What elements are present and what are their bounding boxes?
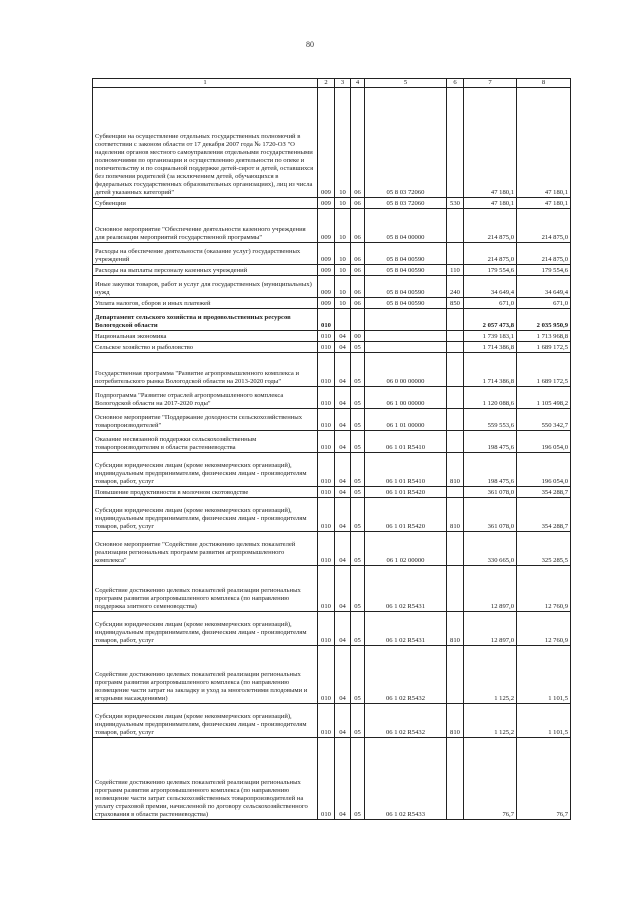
table-row [93, 209, 571, 243]
row-amount-year-2: 34 649,4 [517, 276, 571, 298]
row-expense-type [447, 738, 464, 820]
row-name: Субвенции на осуществление отдельных государственных полномочий в соответствии с законом области от 17 декабря 2007 года № 1720-ОЗ "О наделении органов местного самоуправления отдельными государственными полномочиями по организации и осуществлению деятельности по опеке и попечительству и по социальной поддержке детей-сирот и детей, оставшихся без попечения родителей (за исключением детей, обучающихся в федеральных государственных образовательных организациях), лиц из числа детей указанных категорий" [93, 88, 318, 198]
row-grbs: 010 [318, 309, 335, 331]
budget-table [92, 78, 571, 820]
row-section: 04 [335, 387, 351, 409]
row-target-article: 06 1 02 00000 [365, 532, 447, 566]
row-subsection: 05 [351, 387, 365, 409]
row-section: 10 [335, 198, 351, 209]
row-section: 10 [335, 265, 351, 276]
row-expense-type [447, 387, 464, 409]
row-section: 04 [335, 431, 351, 453]
row-expense-type [447, 342, 464, 353]
table-row [93, 353, 571, 387]
row-grbs: 010 [318, 487, 335, 498]
row-target-article [365, 309, 447, 331]
row-name: Основное мероприятие "Содействие достижению целевых показателей реализации региональных программ развития агропромышленного комплекса" [93, 532, 318, 566]
row-amount-year-2: 1 689 172,5 [517, 342, 571, 353]
row-expense-type: 110 [447, 265, 464, 276]
row-section: 04 [335, 532, 351, 566]
table-row [93, 331, 571, 342]
row-section: 10 [335, 88, 351, 198]
row-subsection: 06 [351, 198, 365, 209]
row-expense-type: 810 [447, 498, 464, 532]
row-grbs: 010 [318, 353, 335, 387]
table-row [93, 298, 571, 309]
row-amount-year-1: 198 475,6 [464, 431, 517, 453]
table-row [93, 738, 571, 820]
row-expense-type [447, 409, 464, 431]
row-target-article: 06 1 01 00000 [365, 409, 447, 431]
row-amount-year-1: 1 714 386,8 [464, 342, 517, 353]
row-grbs: 010 [318, 409, 335, 431]
row-name: Содействие достижению целевых показателей реализации региональных программ развития агропромышленного комплекса (по направлению возмещение части затрат сельскохозяйственных товаропроизводителей на уплату страховой премии, начисленной по договору сельскохозяйственного страхования в области растениеводства) [93, 738, 318, 820]
row-name: Субсидии юридическим лицам (кроме некоммерческих организаций), индивидуальным предпринимателям, физическим лицам - производителям товаров, работ, услуг [93, 704, 318, 738]
row-subsection: 06 [351, 88, 365, 198]
row-name: Субвенции [93, 198, 318, 209]
row-target-article: 06 1 02 R5433 [365, 738, 447, 820]
row-name: Субсидии юридическим лицам (кроме некоммерческих организаций), индивидуальным предпринимателям, физическим лицам - производителям товаров, работ, услуг [93, 498, 318, 532]
row-amount-year-2: 214 875,0 [517, 243, 571, 265]
header-col-7: 7 [464, 79, 517, 88]
header-col-5: 5 [365, 79, 447, 88]
row-grbs: 010 [318, 532, 335, 566]
row-subsection: 05 [351, 487, 365, 498]
table-row [93, 276, 571, 298]
row-expense-type [447, 88, 464, 198]
row-expense-type: 810 [447, 612, 464, 646]
row-subsection: 05 [351, 704, 365, 738]
row-section: 04 [335, 704, 351, 738]
row-amount-year-1: 198 475,6 [464, 453, 517, 487]
row-amount-year-1: 179 554,6 [464, 265, 517, 276]
row-expense-type [447, 353, 464, 387]
row-name: Департамент сельского хозяйства и продовольственных ресурсов Вологодской области [93, 309, 318, 331]
row-amount-year-1: 1 125,2 [464, 646, 517, 704]
row-target-article: 05 8 04 00000 [365, 209, 447, 243]
row-target-article: 05 8 03 72060 [365, 198, 447, 209]
row-amount-year-1: 12 897,0 [464, 566, 517, 612]
row-target-article: 06 1 02 R5431 [365, 612, 447, 646]
row-grbs: 009 [318, 276, 335, 298]
row-section: 04 [335, 498, 351, 532]
row-expense-type [447, 331, 464, 342]
row-section: 04 [335, 566, 351, 612]
row-amount-year-1: 1 125,2 [464, 704, 517, 738]
table-row [93, 612, 571, 646]
row-amount-year-2: 179 554,6 [517, 265, 571, 276]
row-grbs: 009 [318, 198, 335, 209]
table-row [93, 409, 571, 431]
row-amount-year-1: 34 649,4 [464, 276, 517, 298]
row-target-article: 06 1 01 R5410 [365, 431, 447, 453]
row-subsection: 05 [351, 453, 365, 487]
row-amount-year-2: 196 054,0 [517, 431, 571, 453]
row-amount-year-1: 76,7 [464, 738, 517, 820]
row-expense-type: 810 [447, 453, 464, 487]
row-grbs: 009 [318, 243, 335, 265]
row-subsection: 06 [351, 276, 365, 298]
row-amount-year-2: 76,7 [517, 738, 571, 820]
row-grbs: 010 [318, 646, 335, 704]
row-target-article: 06 1 01 R5420 [365, 498, 447, 532]
row-expense-type: 850 [447, 298, 464, 309]
row-grbs: 009 [318, 88, 335, 198]
row-target-article: 05 8 04 00590 [365, 265, 447, 276]
row-target-article: 06 1 02 R5432 [365, 646, 447, 704]
row-name: Государственная программа "Развитие агропромышленного комплекса и потребительского рынка Вологодской области на 2013-2020 годы" [93, 353, 318, 387]
row-name: Подпрограмма "Развитие отраслей агропромышленного комплекса Вологодской области на 2017-2020 годы" [93, 387, 318, 409]
row-section: 10 [335, 209, 351, 243]
page-number: 80 [306, 40, 314, 49]
table-row [93, 646, 571, 704]
row-section: 10 [335, 243, 351, 265]
row-section: 04 [335, 342, 351, 353]
row-expense-type: 240 [447, 276, 464, 298]
header-col-8: 8 [517, 79, 571, 88]
row-section: 04 [335, 487, 351, 498]
row-amount-year-2: 1 101,5 [517, 704, 571, 738]
row-subsection: 05 [351, 409, 365, 431]
row-subsection: 05 [351, 431, 365, 453]
row-grbs: 010 [318, 453, 335, 487]
row-name: Повышение продуктивности в молочном скотоводстве [93, 487, 318, 498]
table-row [93, 431, 571, 453]
table-row [93, 265, 571, 276]
row-expense-type [447, 431, 464, 453]
row-subsection: 05 [351, 738, 365, 820]
table-header-row [93, 79, 571, 88]
row-grbs: 010 [318, 566, 335, 612]
row-target-article: 06 1 01 R5410 [365, 453, 447, 487]
row-amount-year-1: 361 078,0 [464, 498, 517, 532]
row-amount-year-2: 214 875,0 [517, 209, 571, 243]
row-amount-year-1: 2 057 473,8 [464, 309, 517, 331]
row-amount-year-1: 361 078,0 [464, 487, 517, 498]
row-amount-year-2: 1 713 968,8 [517, 331, 571, 342]
row-section [335, 309, 351, 331]
row-subsection: 06 [351, 265, 365, 276]
row-amount-year-1: 47 180,1 [464, 198, 517, 209]
row-target-article: 05 8 04 00590 [365, 243, 447, 265]
row-target-article: 05 8 03 72060 [365, 88, 447, 198]
row-section: 10 [335, 276, 351, 298]
row-section: 10 [335, 298, 351, 309]
row-section: 04 [335, 409, 351, 431]
row-amount-year-1: 1 739 183,1 [464, 331, 517, 342]
row-expense-type [447, 646, 464, 704]
row-amount-year-1: 214 875,0 [464, 243, 517, 265]
header-col-3: 3 [335, 79, 351, 88]
row-grbs: 010 [318, 331, 335, 342]
row-name: Иные закупки товаров, работ и услуг для государственных (муниципальных) нужд [93, 276, 318, 298]
table-row [93, 453, 571, 487]
row-name: Национальная экономика [93, 331, 318, 342]
header-col-1: 1 [93, 79, 318, 88]
row-name: Субсидии юридическим лицам (кроме некоммерческих организаций), индивидуальным предпринимателям, физическим лицам - производителям товаров, работ, услуг [93, 612, 318, 646]
row-name: Расходы на обеспечение деятельности (оказание услуг) государственных учреждений [93, 243, 318, 265]
table-row [93, 566, 571, 612]
row-grbs: 010 [318, 704, 335, 738]
row-amount-year-2: 47 180,1 [517, 88, 571, 198]
row-expense-type [447, 532, 464, 566]
row-target-article: 06 1 01 R5420 [365, 487, 447, 498]
row-target-article: 06 1 02 R5431 [365, 566, 447, 612]
row-amount-year-2: 47 180,1 [517, 198, 571, 209]
row-name: Содействие достижению целевых показателей реализации региональных программ развития агропромышленного комплекса (по направлению поддержка элитного семеноводства) [93, 566, 318, 612]
row-target-article [365, 331, 447, 342]
row-name: Уплата налогов, сборов и иных платежей [93, 298, 318, 309]
row-amount-year-2: 1 105 498,2 [517, 387, 571, 409]
table-row [93, 704, 571, 738]
row-target-article: 06 0 00 00000 [365, 353, 447, 387]
table-row [93, 387, 571, 409]
row-subsection: 05 [351, 612, 365, 646]
row-amount-year-1: 330 665,0 [464, 532, 517, 566]
row-grbs: 010 [318, 387, 335, 409]
header-col-6: 6 [447, 79, 464, 88]
row-amount-year-2: 550 342,7 [517, 409, 571, 431]
row-name: Сельское хозяйство и рыболовство [93, 342, 318, 353]
row-amount-year-1: 12 897,0 [464, 612, 517, 646]
row-section: 04 [335, 353, 351, 387]
row-subsection: 05 [351, 342, 365, 353]
row-expense-type [447, 243, 464, 265]
row-grbs: 009 [318, 298, 335, 309]
row-name: Основное мероприятие "Обеспечение деятельности казенного учреждения для реализации мероприятий государственной программы" [93, 209, 318, 243]
row-subsection: 05 [351, 646, 365, 704]
row-amount-year-2: 354 288,7 [517, 487, 571, 498]
table-row [93, 487, 571, 498]
table-row [93, 198, 571, 209]
row-grbs: 009 [318, 265, 335, 276]
row-subsection: 05 [351, 532, 365, 566]
table-row [93, 88, 571, 198]
row-target-article: 06 1 00 00000 [365, 387, 447, 409]
row-target-article: 05 8 04 00590 [365, 276, 447, 298]
row-name: Оказание несвязанной поддержки сельскохозяйственным товаропроизводителям в области растениеводства [93, 431, 318, 453]
row-name: Содействие достижению целевых показателей реализации региональных программ развития агропромышленного комплекса (по направлению возмещение части затрат на закладку и уход за многолетними плодовыми и ягодными насаждениями) [93, 646, 318, 704]
row-section: 04 [335, 646, 351, 704]
row-subsection: 06 [351, 209, 365, 243]
row-grbs: 010 [318, 342, 335, 353]
table-row [93, 243, 571, 265]
row-section: 04 [335, 331, 351, 342]
row-amount-year-2: 1 101,5 [517, 646, 571, 704]
row-amount-year-2: 671,0 [517, 298, 571, 309]
row-grbs: 009 [318, 209, 335, 243]
row-amount-year-2: 1 689 172,5 [517, 353, 571, 387]
row-target-article: 06 1 02 R5432 [365, 704, 447, 738]
row-amount-year-1: 559 553,6 [464, 409, 517, 431]
row-expense-type [447, 487, 464, 498]
row-amount-year-2: 196 054,0 [517, 453, 571, 487]
row-subsection: 06 [351, 243, 365, 265]
row-expense-type [447, 566, 464, 612]
row-section: 04 [335, 453, 351, 487]
row-grbs: 010 [318, 738, 335, 820]
table-row [93, 532, 571, 566]
row-amount-year-1: 671,0 [464, 298, 517, 309]
row-grbs: 010 [318, 431, 335, 453]
row-expense-type: 530 [447, 198, 464, 209]
row-name: Расходы на выплаты персоналу казенных учреждений [93, 265, 318, 276]
row-amount-year-1: 1 714 386,8 [464, 353, 517, 387]
row-amount-year-1: 1 120 088,6 [464, 387, 517, 409]
table-row [93, 309, 571, 331]
row-amount-year-1: 47 180,1 [464, 88, 517, 198]
row-name: Субсидии юридическим лицам (кроме некоммерческих организаций), индивидуальным предпринимателям, физическим лицам - производителям товаров, работ, услуг [93, 453, 318, 487]
row-expense-type: 810 [447, 704, 464, 738]
header-col-2: 2 [318, 79, 335, 88]
row-amount-year-2: 12 760,9 [517, 566, 571, 612]
row-expense-type [447, 309, 464, 331]
row-subsection: 00 [351, 331, 365, 342]
row-grbs: 010 [318, 498, 335, 532]
table-row [93, 498, 571, 532]
row-amount-year-2: 12 760,9 [517, 612, 571, 646]
row-target-article: 05 8 04 00590 [365, 298, 447, 309]
row-target-article [365, 342, 447, 353]
header-col-4: 4 [351, 79, 365, 88]
row-section: 04 [335, 738, 351, 820]
row-subsection: 06 [351, 298, 365, 309]
row-name: Основное мероприятие "Поддержание доходности сельскохозяйственных товаропроизводителей" [93, 409, 318, 431]
row-subsection: 05 [351, 498, 365, 532]
row-amount-year-2: 354 288,7 [517, 498, 571, 532]
row-amount-year-1: 214 875,0 [464, 209, 517, 243]
table-row [93, 342, 571, 353]
row-subsection: 05 [351, 353, 365, 387]
row-section: 04 [335, 612, 351, 646]
row-subsection: 05 [351, 566, 365, 612]
row-amount-year-2: 325 285,5 [517, 532, 571, 566]
row-expense-type [447, 209, 464, 243]
row-grbs: 010 [318, 612, 335, 646]
row-subsection [351, 309, 365, 331]
row-amount-year-2: 2 035 950,9 [517, 309, 571, 331]
